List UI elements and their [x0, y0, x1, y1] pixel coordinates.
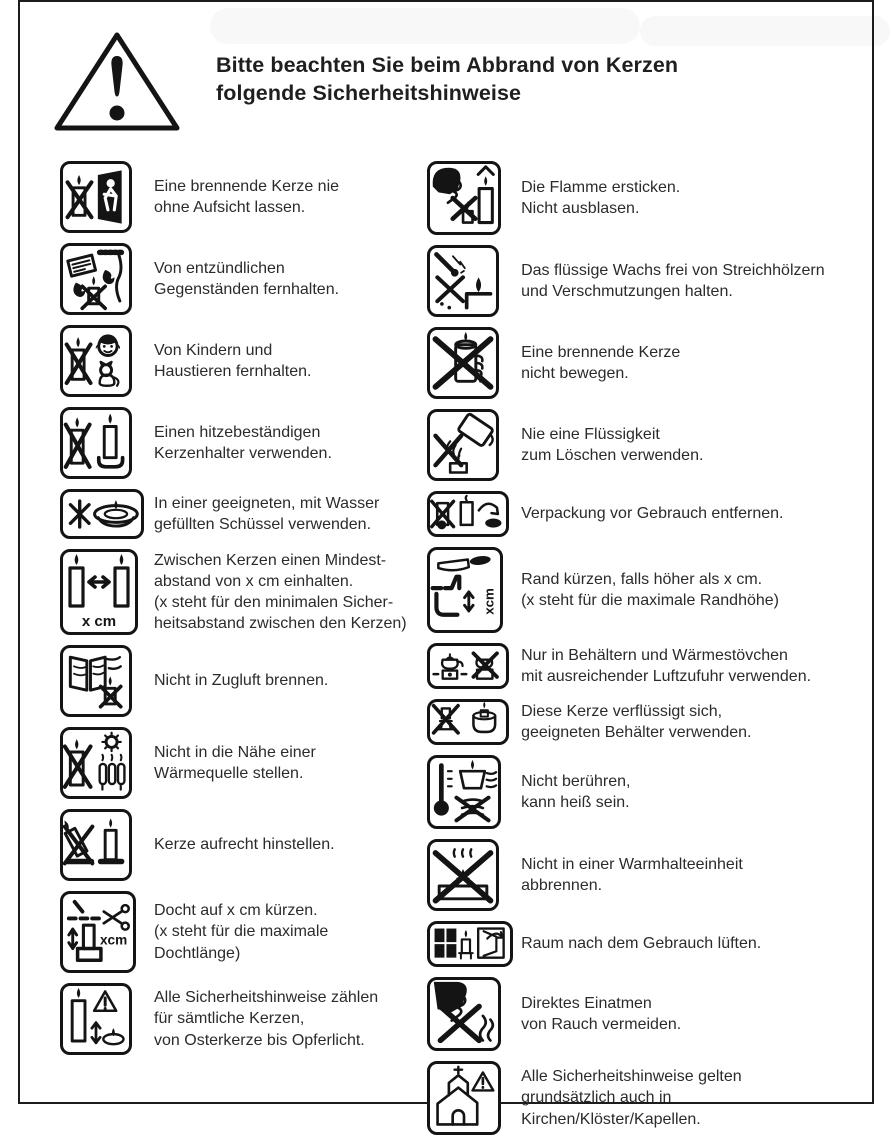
text-line: Alle Sicherheitshinweise zählen [154, 989, 379, 1007]
safety-text [521, 342, 680, 384]
safety-item [60, 325, 427, 397]
svg-text:xcm: xcm [99, 932, 128, 948]
candle-unattended-icon [60, 161, 154, 233]
candle-distance-icon [60, 549, 154, 635]
safety-text [521, 771, 630, 813]
text-line: für sämtliche Kerzen, [154, 1010, 305, 1028]
do-not-move-icon [427, 327, 521, 399]
column-right [427, 161, 872, 1145]
safety-item [427, 643, 872, 689]
text-line: Wärmequelle stellen. [154, 765, 304, 782]
clean-wax-icon [427, 245, 521, 317]
safety-item [427, 839, 872, 911]
column-left [60, 161, 427, 1145]
safety-item [427, 491, 872, 537]
text-line: Dochtlänge) [154, 944, 241, 962]
liquefying-candle-icon [427, 699, 521, 745]
text-line: Von Kindern und [154, 341, 273, 359]
safety-item [60, 161, 427, 233]
all-candles-warning-icon [60, 983, 154, 1055]
safety-text [521, 701, 751, 743]
page-title [216, 28, 678, 108]
svg-text:xcm: xcm [481, 588, 497, 615]
svg-text:x cm: x cm [81, 613, 117, 630]
text-line: Haustieren fernhalten. [154, 363, 312, 380]
church-use-icon [427, 1061, 521, 1135]
text-line: und Verschmutzungen halten. [521, 283, 733, 300]
safety-item [427, 1061, 872, 1135]
no-smoke-inhale-icon [427, 977, 521, 1051]
text-line: Kerze aufrecht hinstellen. [154, 836, 335, 854]
safety-text [154, 742, 316, 784]
children-pets-icon [60, 325, 154, 397]
upright-candle-icon [60, 809, 154, 881]
text-line: (x steht für den minimalen Sicher- [154, 594, 394, 611]
text-line: zum Löschen verwenden. [521, 447, 704, 464]
safety-item [427, 547, 872, 633]
text-line: Zwischen Kerzen einen Mindest- [154, 551, 387, 569]
text-line: grundsätzlich auch in [521, 1089, 672, 1107]
safety-text [521, 993, 681, 1035]
flammable-objects-icon [60, 243, 154, 315]
text-line: Docht auf x cm kürzen. [154, 902, 318, 920]
heat-source-icon [60, 727, 154, 799]
safety-sheet-frame [18, 0, 874, 1128]
text-line: gefüllten Schüssel verwenden. [154, 516, 372, 533]
text-line: Einen hitzebeständigen [154, 423, 321, 441]
text-line: Nicht in Zugluft brennen. [154, 672, 329, 690]
safety-text [521, 569, 779, 611]
safety-item [427, 755, 872, 829]
text-line: (x steht für die maximale Randhöhe) [521, 592, 779, 609]
trim-rim-icon [427, 547, 521, 633]
text-line: geeigneten Behälter verwenden. [521, 724, 752, 741]
text-line: Die Flamme ersticken. [521, 178, 681, 196]
safety-item [60, 243, 427, 315]
safety-text [521, 933, 761, 954]
title-line: Bitte beachten Sie beim Abbrand von Kerzen [216, 53, 679, 77]
text-line: Kirchen/Klöster/Kapellen. [521, 1110, 701, 1128]
text-line: mit ausreichender Luftzufuhr verwenden. [521, 668, 812, 685]
safety-item [427, 921, 872, 967]
text-line: Alle Sicherheitshinweise gelten [521, 1068, 742, 1086]
text-line: ohne Aufsicht lassen. [154, 199, 306, 216]
no-warming-unit-icon [427, 839, 521, 911]
safety-text [154, 176, 339, 218]
safety-item [60, 489, 427, 539]
safety-item [60, 983, 427, 1055]
heatproof-holder-icon [60, 407, 154, 479]
safety-text [154, 900, 328, 963]
safety-text [154, 258, 339, 300]
trim-wick-icon [60, 891, 154, 973]
text-line: kann heiß sein. [521, 794, 630, 811]
title-line: folgende Sicherheitshinweise [216, 80, 522, 105]
safety-text [521, 260, 825, 302]
text-line: Das flüssige Wachs frei von Streichhölzern [521, 261, 825, 279]
safety-item [60, 407, 427, 479]
text-line: Nur in Behältern und Wärmestövchen [521, 646, 788, 664]
text-line: Kerzenhalter verwenden. [154, 445, 332, 462]
text-line: von Osterkerze bis Opferlicht. [154, 1031, 365, 1049]
text-line: (x steht für die maximale [154, 923, 329, 941]
safety-columns [20, 139, 872, 1145]
safety-text [521, 424, 703, 466]
safety-item [60, 809, 427, 881]
text-line: Eine brennende Kerze nie [154, 177, 340, 195]
safety-item [427, 977, 872, 1051]
safety-text [521, 1066, 742, 1129]
header [20, 2, 872, 139]
text-line: Von entzündlichen [154, 259, 285, 277]
safety-text [154, 493, 379, 535]
text-line: Rand kürzen, falls höher als x cm. [521, 570, 763, 588]
text-line: nicht bewegen. [521, 365, 629, 382]
text-line: Diese Kerze verflüssigt sich, [521, 702, 723, 720]
text-line: abbrennen. [521, 877, 603, 894]
safety-item [427, 245, 872, 317]
text-line: Nicht in die Nähe einer [154, 743, 316, 761]
container-airflow-icon [427, 643, 521, 689]
draft-icon [60, 645, 154, 717]
safety-text [154, 340, 311, 382]
text-line: In einer geeigneten, mit Wasser [154, 494, 380, 512]
safety-text [521, 177, 680, 219]
safety-text [521, 645, 811, 687]
safety-item [427, 699, 872, 745]
safety-text [521, 503, 783, 524]
safety-text [154, 422, 332, 464]
safety-text [154, 834, 335, 855]
text-line: von Rauch vermeiden. [521, 1016, 682, 1033]
text-line: Direktes Einatmen [521, 994, 652, 1012]
text-line: Nicht ausblasen. [521, 200, 640, 217]
text-line: Raum nach dem Gebrauch lüften. [521, 935, 762, 953]
safety-item [60, 891, 427, 973]
text-line: Eine brennende Kerze [521, 343, 681, 361]
safety-item [427, 409, 872, 481]
hot-do-not-touch-icon [427, 755, 521, 829]
text-line: Nie eine Flüssigkeit [521, 425, 660, 443]
remove-packaging-icon [427, 491, 521, 537]
text-line: Nicht berühren, [521, 772, 631, 790]
safety-item [60, 645, 427, 717]
text-line: abstand von x cm einhalten. [154, 572, 354, 590]
safety-item [60, 549, 427, 635]
smother-flame-icon [427, 161, 521, 235]
warning-triangle-icon [50, 28, 184, 139]
safety-text [521, 854, 743, 896]
safety-text [154, 670, 328, 691]
water-bowl-icon [60, 489, 154, 539]
safety-text [154, 987, 378, 1050]
safety-item [427, 327, 872, 399]
no-liquid-icon [427, 409, 521, 481]
safety-item [60, 727, 427, 799]
ventilate-room-icon [427, 921, 521, 967]
text-line: Gegenständen fernhalten. [154, 281, 340, 298]
text-line: heitsabstand zwischen den Kerzen) [154, 615, 407, 633]
text-line: Verpackung vor Gebrauch entfernen. [521, 505, 784, 523]
safety-item [427, 161, 872, 235]
text-line: Nicht in einer Warmhalteeinheit [521, 855, 743, 873]
safety-text [154, 550, 407, 634]
